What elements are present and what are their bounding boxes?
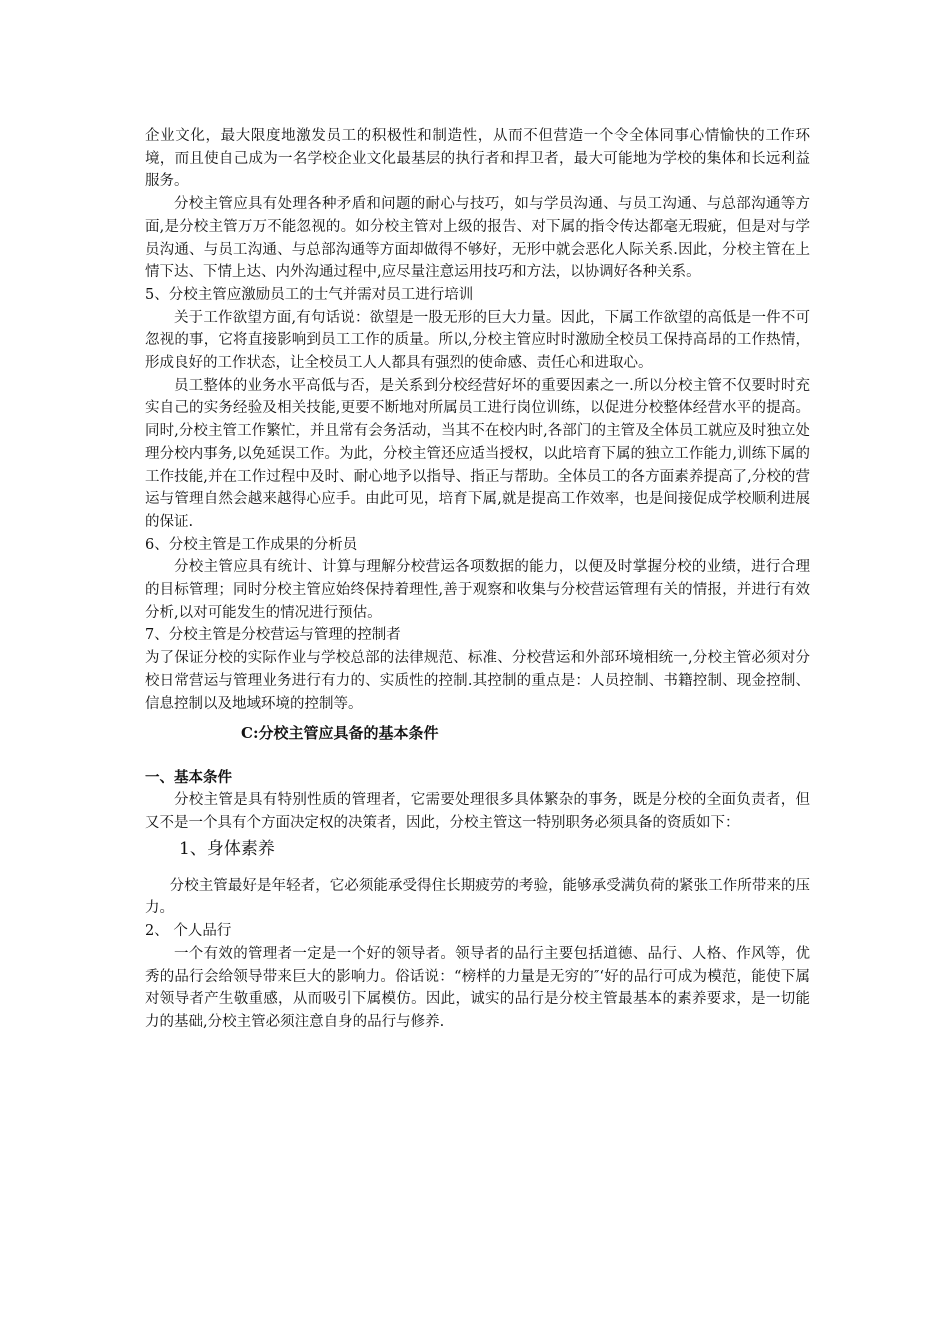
paragraph-physical: 分校主管最好是年轻者，它必须能承受得住长期疲劳的考验，能够承受满负荷的紧张工作所带来的压力。: [145, 877, 810, 917]
heading-item-5: 5、分校主管应激励员工的士气并需对员工进行培训: [145, 286, 474, 303]
paragraph-corporate-culture: 企业文化，最大限度地激发员工的积极性和制造性，从而不但营造一个令全体同事心情愉快的工作环境，而且使自己成为一名学校企业文化最基层的执行者和捍卫者，最大可能地为学校的集体和长远利益服务。: [145, 128, 810, 190]
heading-item-7: 7、分校主管是分校营运与管理的控制者: [145, 627, 401, 644]
document-page: [145, 125, 810, 1034]
heading-basic-conditions: 一、基本条件: [145, 769, 232, 787]
paragraph-basic-conditions: 分校主管是具有特别性质的管理者，它需要处理很多具体繁杂的事务，既是分校的全面负责者，但又不是一个具有个方面决定权的决策者，因此，分校主管这一特别职务必须具备的资质如下：: [145, 792, 810, 831]
section-title-c: C:分校主管应具备的基本条件: [241, 724, 439, 743]
paragraph-communication: 分校主管应具有处理各种矛盾和问题的耐心与技巧，如与学员沟通、与员工沟通、与总部沟通等方面,是分校主管万万不能忽视的。如分校主管对上级的报告、对下属的指令传达都毫无瑕疵，但是对与学员沟通、与员工沟通、与总部沟通等方面却做得不够好，无形中就会恶化人际关系.因此，分校主管在上情下达、下情上达、内外沟通过程中,应尽量注意运用技巧和方法，以协调好各种关系。: [145, 196, 810, 281]
paragraph-training: 员工整体的业务水平高低与否，是关系到分校经营好坏的重要因素之一.所以分校主管不仅要时时充实自己的实务经验及相关技能,更要不断地对所属员工进行岗位训练，以促进分校整体经营水平的提高。同时,分校主管工作繁忙，并且常有会务活动，当其不在校内时,各部门的主管及全体员工就应及时独立处理分校内事务,以免延误工作。为此，分校主管还应适当授权，以此培育下属的独立工作能力,训练下属的工作技能,并在工作过程中及时、耐心地予以指导、指正与帮助。全体员工的各方面素养提高了,分校的营运与管理自然会越来越得心应手。由此可见，培育下属,就是提高工作效率，也是间接促成学校顺利进展的保证.: [145, 377, 810, 530]
paragraph-control: 为了保证分校的实际作业与学校总部的法律规范、标准、分校营运和外部环境相统一,分校主管必须对分校日常营运与管理业务进行有力的、实质性的控制.其控制的重点是：人员控制、书籍控制、现金控制、信息控制以及地域环境的控制等。: [145, 650, 810, 712]
paragraph-analysis: 分校主管应具有统计、计算与理解分校营运各项数据的能力，以便及时掌握分校的业绩，进行合理的目标管理；同时分校主管应始终保持着理性,善于观察和收集与分校营运管理有关的情报，并进行有效分析,以对可能发生的情况进行预估。: [145, 559, 810, 621]
paragraph-character: 一个有效的管理者一定是一个好的领导者。领导者的品行主要包括道德、品行、人格、作风等，优秀的品行会给领导带来巨大的影响力。俗话说：“榜样的力量是无穷的″‘好的品行可成为模范，能使下属对领导者产生敬重感，从而吸引下属模仿。因此，诚实的品行是分校主管最基本的素养要求，是一切能力的基础,分校主管必须注意自身的品行与修养.: [145, 945, 810, 1030]
heading-character: 2、 个人品行: [145, 923, 232, 940]
heading-item-6: 6、分校主管是工作成果的分析员: [145, 536, 358, 553]
heading-physical: 1、身体素养: [179, 838, 275, 859]
paragraph-motivation: 关于工作欲望方面,有句话说：欲望是一股无形的巨大力量。因此，下属工作欲望的高低是一件不可忽视的事，它将直接影响到员工工作的质量。所以,分校主管应时时激励全校员工保持高昂的工作热情，形成良好的工作状态，让全校员工人人都具有强烈的使命感、责任心和进取心。: [145, 309, 810, 372]
